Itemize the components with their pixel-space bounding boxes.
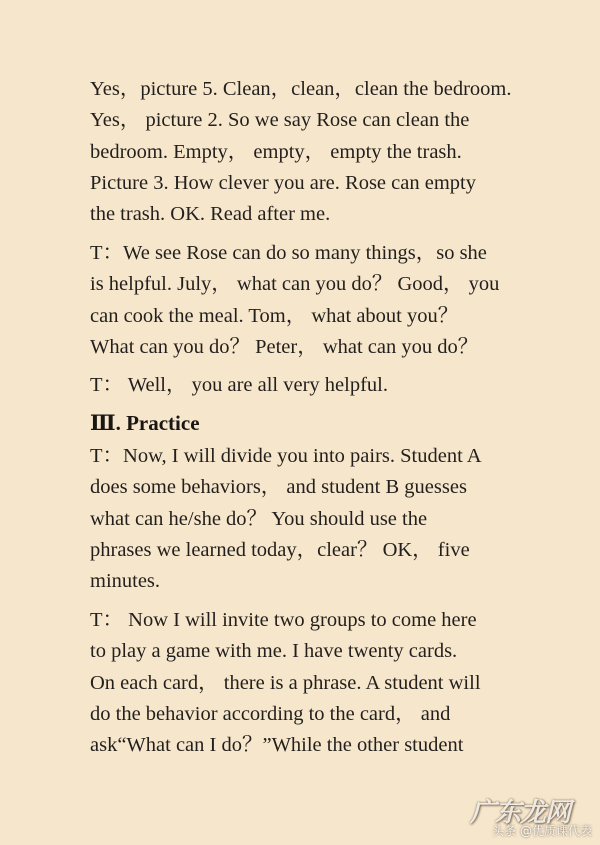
text-line: T： Well， you are all very helpful. [90,374,388,396]
text-line: On each card， there is a phrase. A student will [90,671,481,694]
paragraph-4 [90,441,530,597]
text-line: Yes， picture 2. So we say Rose can clean the [90,109,470,132]
text-line: Picture 3. How clever you are. Rose can empty [90,171,476,194]
text-line: T： Now I will invite two groups to come here [90,609,477,631]
text-line: the trash. OK. Read after me. [90,203,331,226]
text-line: can cook the meal. Tom， what about you？ [90,304,459,327]
text-line: ask“What can I do？”While the other student [90,734,464,757]
text-line: T：We see Rose can do so many things，so she [90,242,487,264]
text-line: does some behaviors， and student B guesses [90,476,467,499]
paragraph-2 [90,238,530,363]
paragraph-1 [90,74,530,230]
text-line: phrases we learned today，clear？ OK， five [90,538,470,561]
text-line: T：Now, I will divide you into pairs. Student A [90,445,482,467]
text-line: bedroom. Empty， empty， empty the trash. [90,140,462,163]
text-line: What can you do？ Peter， what can you do？ [90,335,479,358]
section-heading: Ⅲ. Practice [90,411,200,435]
text-line: Yes，picture 5. Clean，clean，clean the bedroom. [90,78,512,100]
text-line: do the behavior according to the card， and [90,702,451,725]
text-line: to play a game with me. I have twenty cards. [90,640,458,663]
text-line: minutes. [90,570,161,593]
text-line: is helpful. July， what can you do？ Good， you [90,273,500,296]
paragraph-3 [90,370,530,401]
watermark-subtitle: 头条 @优质课代表 [492,824,592,838]
watermark-logo: 广东龙网 [469,798,570,828]
text-line: what can he/she do？ You should use the [90,507,428,530]
paragraph-5 [90,605,530,761]
